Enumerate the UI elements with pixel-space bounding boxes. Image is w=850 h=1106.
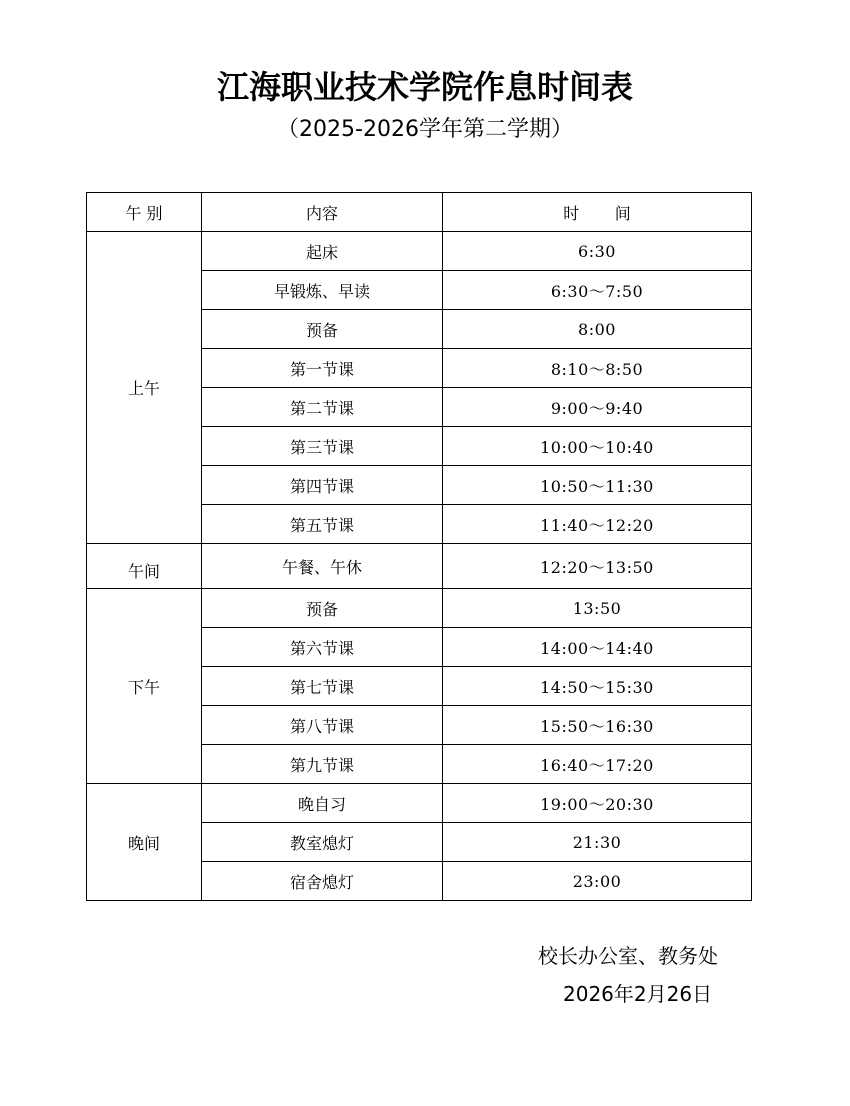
activity-cell: 早锻炼、早读: [202, 271, 443, 310]
time-cell: 6:30～7:50: [443, 271, 752, 310]
activity-cell: 午餐、午休: [202, 544, 443, 589]
activity-cell: 起床: [202, 232, 443, 271]
period-cell: 下午: [87, 589, 202, 784]
activity-cell: 宿舍熄灯: [202, 862, 443, 901]
table-row: [87, 589, 752, 628]
time-cell: 15:50～16:30: [443, 706, 752, 745]
period-cell: 上午: [87, 232, 202, 544]
issuer-signature: 校长办公室、教务处: [538, 944, 718, 968]
activity-cell: 预备: [202, 310, 443, 349]
document-title: 江海职业技术学院作息时间表: [216, 68, 633, 106]
table-row: [87, 544, 752, 589]
table-header-row: [87, 193, 752, 232]
time-cell: 9:00～9:40: [443, 388, 752, 427]
issue-date: 2026年2月26日: [563, 982, 713, 1006]
activity-cell: 第七节课: [202, 667, 443, 706]
header-content: 内容: [202, 193, 443, 232]
document-subtitle: （2025-2026学年第二学期）: [277, 117, 573, 142]
time-cell: 14:00～14:40: [443, 628, 752, 667]
time-cell: 14:50～15:30: [443, 667, 752, 706]
activity-cell: 第一节课: [202, 349, 443, 388]
time-cell: 8:10～8:50: [443, 349, 752, 388]
activity-cell: 教室熄灯: [202, 823, 443, 862]
time-cell: 11:40～12:20: [443, 505, 752, 544]
activity-cell: 第九节课: [202, 745, 443, 784]
activity-cell: 第八节课: [202, 706, 443, 745]
activity-cell: 第六节课: [202, 628, 443, 667]
time-cell: 6:30: [443, 232, 752, 271]
activity-cell: 第三节课: [202, 427, 443, 466]
activity-cell: 第二节课: [202, 388, 443, 427]
header-time: 时 间: [443, 193, 752, 232]
activity-cell: 晚自习: [202, 784, 443, 823]
time-cell: 12:20～13:50: [443, 544, 752, 589]
time-cell: 23:00: [443, 862, 752, 901]
period-cell: 午间: [87, 544, 202, 589]
period-cell: 晚间: [87, 784, 202, 901]
time-cell: 19:00～20:30: [443, 784, 752, 823]
time-cell: 13:50: [443, 589, 752, 628]
table-row: [87, 784, 752, 823]
time-cell: 10:50～11:30: [443, 466, 752, 505]
time-cell: 10:00～10:40: [443, 427, 752, 466]
schedule-body: [87, 232, 752, 901]
time-cell: 21:30: [443, 823, 752, 862]
time-cell: 16:40～17:20: [443, 745, 752, 784]
header-period: 午 别: [87, 193, 202, 232]
schedule-table: [86, 192, 752, 901]
table-row: [87, 232, 752, 271]
time-cell: 8:00: [443, 310, 752, 349]
activity-cell: 第四节课: [202, 466, 443, 505]
activity-cell: 预备: [202, 589, 443, 628]
activity-cell: 第五节课: [202, 505, 443, 544]
